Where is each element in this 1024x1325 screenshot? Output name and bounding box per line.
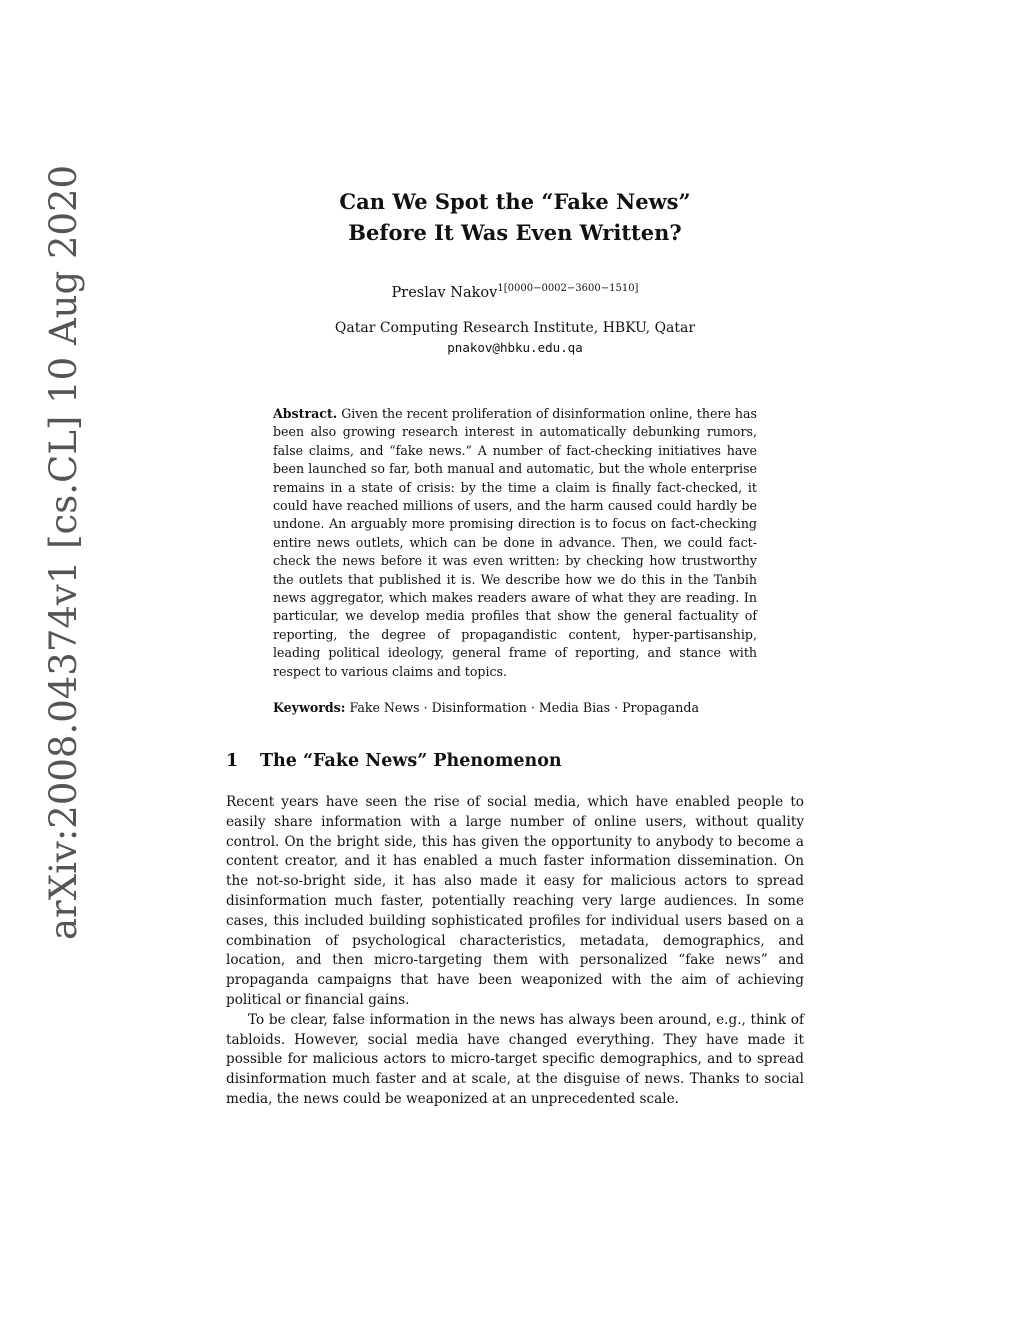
paragraph-2: To be clear, false information in the news has always been around, e.g., think of tabloids. However, social media have changed everything. They have made it possible for malicious actors to micro-target specific demographics, and to spread disinformation much faster and at scale, at the disguise of news. Thanks to social media, the news could be weaponized at an unprecedented scale. (226, 1011, 804, 1107)
affiliation-institution: Qatar Computing Research Institute, HBKU, Qatar (334, 320, 696, 336)
affiliation-block (226, 318, 804, 358)
author-name: Preslav Nakov (391, 285, 498, 301)
title-line-2: Before It Was Even Written? (348, 220, 682, 245)
abstract-label: Abstract. (273, 406, 338, 421)
abstract (273, 405, 757, 681)
title-line-1: Can We Spot the “Fake News” (339, 189, 691, 214)
arxiv-identifier-stamp: arXiv:2008.04374v1 [cs.CL] 10 Aug 2020 (42, 164, 85, 940)
abstract-text: Given the recent proliferation of disinformation online, there has been also growing research interest in automatically debunking rumors, false claims, and “fake news.” A number of fact-checking initiatives have been launched so far, both manual and automatic, but the whole enterprise remains in a state of crisis: by the time a claim is finally fact-checked, it could have reached millions of users, and the harm caused could hardly be undone. An arguably more promising direction is to focus on fact-checking entire news outlets, which can be done in advance. Then, we could fact-check the news before it was even written: by checking how trustworthy the outlets that published it is. We describe how we do this in the Tanbih news aggregator, which makes readers aware of what they are reading. In particular, we develop media profiles that show the general factuality of reporting, the degree of propagandistic content, hyper-partisanship, leading political ideology, general frame of reporting, and stance with respect to various claims and topics. (273, 406, 757, 679)
keywords-label: Keywords: (273, 700, 346, 715)
paper-title (226, 186, 804, 248)
author-line (226, 283, 804, 301)
author-orcid: 1[0000−0002−3600−1510] (497, 283, 639, 294)
paragraph-1: Recent years have seen the rise of social media, which have enabled people to easily share information with a large number of online users, without quality control. On the bright side, this has given the opportunity to anybody to become a content creator, and it has enabled a much faster information dissemination. On the not-so-bright side, it has also made it easy for malicious actors to spread disinformation much faster, potentially reaching very large audiences. In some cases, this included building sophisticated profiles for individual users based on a combination of psychological characteristics, metadata, demographics, and location, and then micro-targeting them with personalized “fake news” and propaganda campaigns that have been weaponized with the aim of achieving political or financial gains. (226, 794, 804, 1008)
section-title: The “Fake News” Phenomenon (260, 751, 562, 771)
keywords-text: Fake News · Disinformation · Media Bias · Propaganda (349, 700, 699, 715)
section-number: 1 (226, 751, 239, 771)
author-email[interactable]: pnakov@hbku.edu.qa (447, 340, 583, 355)
keywords (273, 699, 757, 717)
body-text (226, 793, 804, 1110)
section-heading (226, 751, 562, 771)
